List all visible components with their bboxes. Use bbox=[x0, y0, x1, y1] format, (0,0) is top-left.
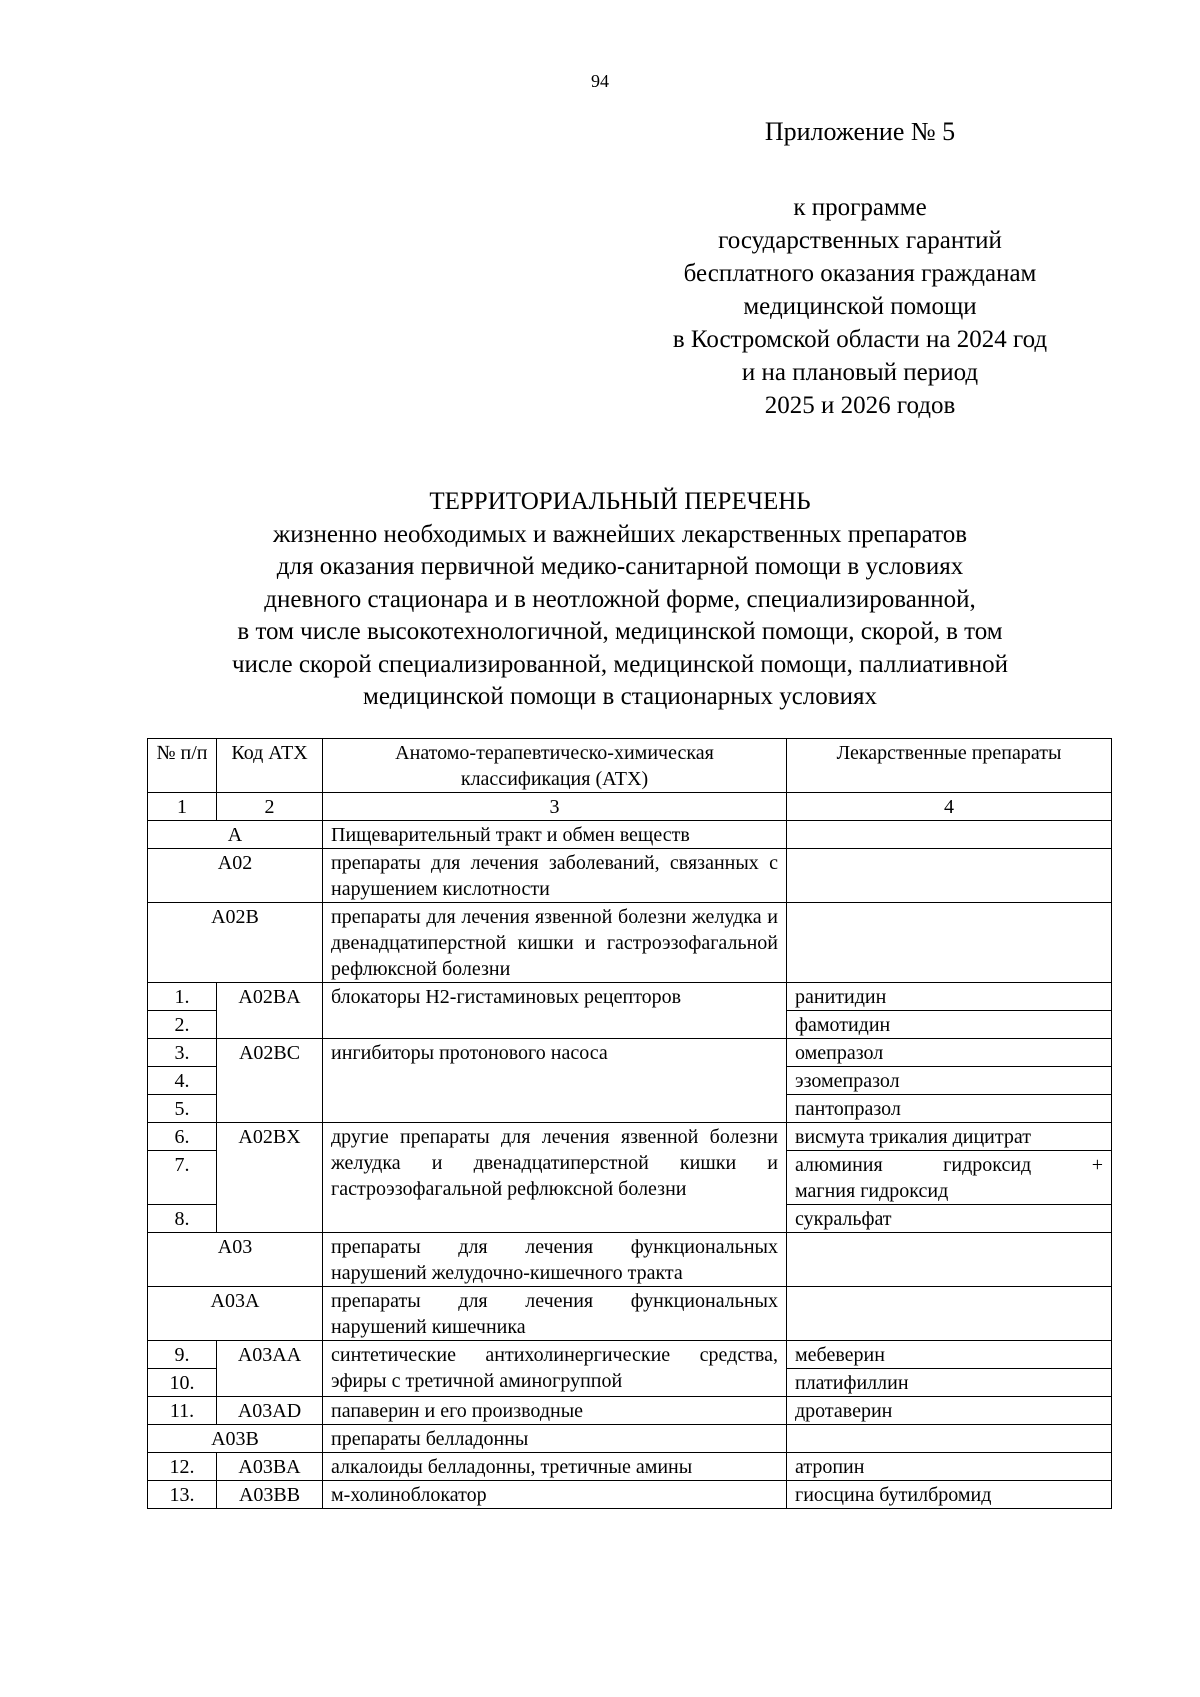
atx-code: A03A bbox=[148, 1287, 323, 1341]
table-row bbox=[148, 821, 1112, 849]
atx-classification: м-холиноблокатор bbox=[323, 1481, 787, 1509]
atx-classification: препараты для лечения функциональных нарушений кишечника bbox=[323, 1287, 787, 1341]
appendix-line: государственных гарантий bbox=[718, 227, 1002, 254]
row-number: 11. bbox=[148, 1397, 217, 1425]
atx-drug-table bbox=[147, 738, 1112, 1509]
table-row bbox=[148, 983, 1112, 1011]
table-row bbox=[148, 1453, 1112, 1481]
table-row bbox=[148, 1341, 1112, 1369]
atx-code: A02BA bbox=[217, 983, 323, 1039]
appendix-title: Приложение № 5 bbox=[764, 117, 956, 146]
table-row bbox=[148, 1039, 1112, 1067]
header-num: № п/п bbox=[148, 739, 217, 793]
header-code: Код АТХ bbox=[217, 739, 323, 793]
atx-classification: Пищеварительный тракт и обмен веществ bbox=[323, 821, 787, 849]
appendix-line: к программе bbox=[793, 194, 927, 221]
document-title bbox=[0, 486, 1200, 714]
atx-classification: препараты белладонны bbox=[323, 1425, 787, 1453]
drug-name: гиосцина бутилбромид bbox=[787, 1481, 1112, 1509]
atx-code: A03 bbox=[148, 1233, 323, 1287]
atx-classification: алкалоиды белладонны, третичные амины bbox=[323, 1453, 787, 1481]
header-classification: Анатомо-терапевтическо-химическая классификация (АТХ) bbox=[323, 739, 787, 793]
drug-cell-empty bbox=[787, 1233, 1112, 1287]
column-number: 4 bbox=[787, 793, 1112, 821]
drug-name: омепразол bbox=[787, 1039, 1112, 1067]
drug-name bbox=[787, 1151, 1112, 1205]
atx-code: A03BB bbox=[217, 1481, 323, 1509]
row-number: 10. bbox=[148, 1369, 217, 1397]
atx-classification: препараты для лечения язвенной болезни желудка и двенадцатиперстной кишки и гастроэзофагальной рефлюксной болезни bbox=[323, 903, 787, 983]
document-heading: ТЕРРИТОРИАЛЬНЫЙ ПЕРЕЧЕНЬ bbox=[429, 488, 811, 515]
header-drugs: Лекарственные препараты bbox=[787, 739, 1112, 793]
atx-classification: блокаторы H2-гистаминовых рецепторов bbox=[323, 983, 787, 1039]
drug-plus-sign: + bbox=[1091, 1154, 1103, 1176]
atx-classification: другие препараты для лечения язвенной болезни желудка и двенадцатиперстной кишки и гастроэзофагальной рефлюксной болезни bbox=[323, 1123, 787, 1233]
document-title-line: для оказания первичной медико-санитарной помощи в условиях bbox=[276, 553, 964, 580]
drug-part: гидроксид bbox=[943, 1154, 1032, 1176]
table-row bbox=[148, 1287, 1112, 1341]
row-number: 6. bbox=[148, 1123, 217, 1151]
page-number: 94 bbox=[591, 71, 609, 91]
column-number: 3 bbox=[323, 793, 787, 821]
drug-name: фамотидин bbox=[787, 1011, 1112, 1039]
row-number: 5. bbox=[148, 1095, 217, 1123]
atx-code: A02B bbox=[148, 903, 323, 983]
table-header-row bbox=[148, 739, 1112, 793]
drug-name: платифиллин bbox=[787, 1369, 1112, 1397]
table-row bbox=[148, 1397, 1112, 1425]
row-number: 9. bbox=[148, 1341, 217, 1369]
row-number: 13. bbox=[148, 1481, 217, 1509]
atx-classification: ингибиторы протонового насоса bbox=[323, 1039, 787, 1123]
drug-name: мебеверин bbox=[787, 1341, 1112, 1369]
column-number-row bbox=[148, 793, 1112, 821]
table-row bbox=[148, 903, 1112, 983]
table-row bbox=[148, 1123, 1112, 1151]
drug-name: эзомепразол bbox=[787, 1067, 1112, 1095]
table-row bbox=[148, 1425, 1112, 1453]
drug-cell-empty bbox=[787, 849, 1112, 903]
appendix-line: медицинской помощи bbox=[743, 293, 977, 320]
drug-name: сукральфат bbox=[787, 1205, 1112, 1233]
row-number: 1. bbox=[148, 983, 217, 1011]
atx-classification: препараты для лечения функциональных нарушений желудочно-кишечного тракта bbox=[323, 1233, 787, 1287]
drug-cell-empty bbox=[787, 821, 1112, 849]
atx-classification: папаверин и его производные bbox=[323, 1397, 787, 1425]
row-number: 8. bbox=[148, 1205, 217, 1233]
atx-code: A02BC bbox=[217, 1039, 323, 1123]
drug-cell-empty bbox=[787, 1287, 1112, 1341]
drug-combination-line bbox=[795, 1152, 1103, 1178]
atx-code: A03BA bbox=[217, 1453, 323, 1481]
atx-classification: препараты для лечения заболеваний, связанных с нарушением кислотности bbox=[323, 849, 787, 903]
atx-code: A03AD bbox=[217, 1397, 323, 1425]
table-row bbox=[148, 1233, 1112, 1287]
row-number: 2. bbox=[148, 1011, 217, 1039]
column-number: 1 bbox=[148, 793, 217, 821]
atx-code: A02BX bbox=[217, 1123, 323, 1233]
drug-name: ранитидин bbox=[787, 983, 1112, 1011]
appendix-line: бесплатного оказания гражданам bbox=[683, 260, 1037, 287]
document-title-line: жизненно необходимых и важнейших лекарственных препаратов bbox=[272, 520, 968, 548]
atx-code: A03AA bbox=[217, 1341, 323, 1397]
drug-name: атропин bbox=[787, 1453, 1112, 1481]
appendix-subtitle bbox=[640, 191, 1080, 422]
row-number: 4. bbox=[148, 1067, 217, 1095]
atx-code: A02 bbox=[148, 849, 323, 903]
drug-name: дротаверин bbox=[787, 1397, 1112, 1425]
appendix-line: в Костромской области на 2024 год bbox=[672, 326, 1048, 353]
atx-code: A03B bbox=[148, 1425, 323, 1453]
table-row bbox=[148, 1481, 1112, 1509]
drug-name: пантопразол bbox=[787, 1095, 1112, 1123]
document-title-line: числе скорой специализированной, медицинской помощи, паллиативной bbox=[231, 650, 1009, 678]
atx-classification: синтетические антихолинергические средства, эфиры с третичной аминогруппой bbox=[323, 1341, 787, 1397]
atx-code: A bbox=[148, 821, 323, 849]
document-title-line: дневного стационара и в неотложной форме, специализированной, bbox=[264, 585, 976, 613]
row-number: 12. bbox=[148, 1453, 217, 1481]
column-number: 2 bbox=[217, 793, 323, 821]
appendix-line: и на плановый период bbox=[741, 359, 979, 386]
document-title-line: медицинской помощи в стационарных условиях bbox=[363, 683, 877, 710]
appendix-line: 2025 и 2026 годов bbox=[764, 392, 956, 419]
drug-part: алюминия bbox=[795, 1154, 883, 1176]
drug-name: висмута трикалия дицитрат bbox=[787, 1123, 1112, 1151]
drug-cell-empty bbox=[787, 1425, 1112, 1453]
drug-part: магния гидроксид bbox=[795, 1180, 949, 1202]
table-row bbox=[148, 849, 1112, 903]
row-number: 3. bbox=[148, 1039, 217, 1067]
row-number: 7. bbox=[148, 1151, 217, 1205]
drug-cell-empty bbox=[787, 903, 1112, 983]
document-title-line: в том числе высокотехнологичной, медицинской помощи, скорой, в том bbox=[237, 618, 1003, 645]
